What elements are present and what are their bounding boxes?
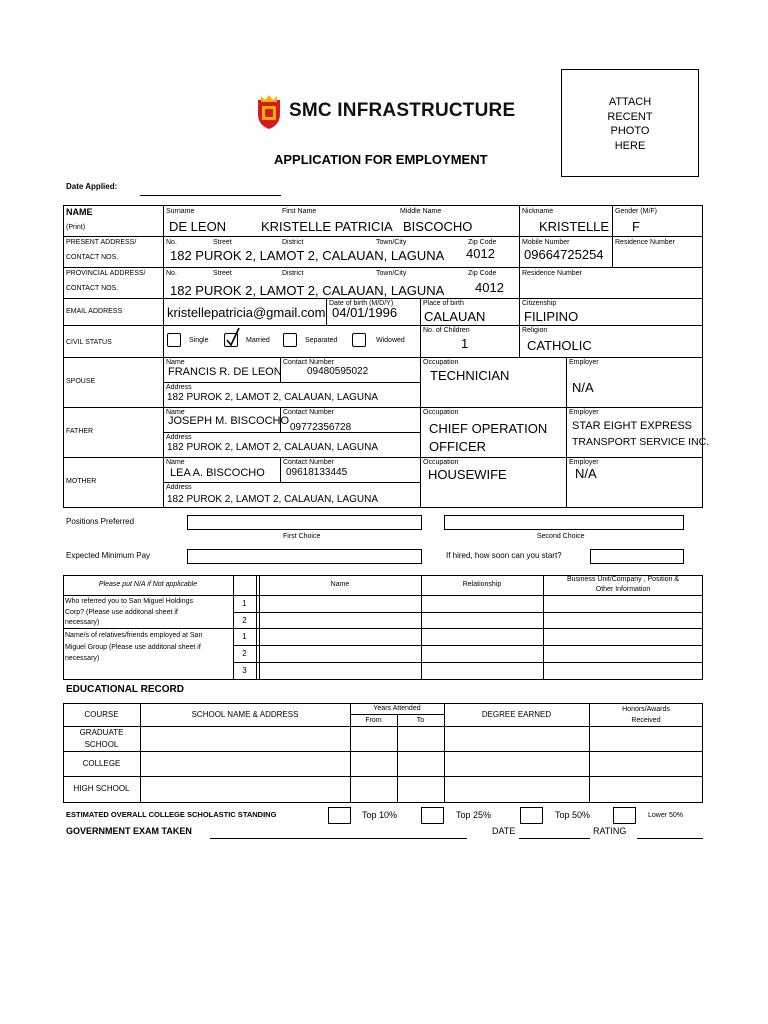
place-of-birth-field[interactable]: CALAUAN	[424, 309, 486, 324]
name-section-label: NAME	[66, 207, 93, 217]
present-address-field[interactable]: 182 PUROK 2, LAMOT 2, CALAUAN, LAGUNA	[170, 248, 445, 263]
father-employer-field-2[interactable]: TRANSPORT SERVICE INC.	[572, 436, 710, 448]
spouse-name-field[interactable]: FRANCIS R. DE LEON	[168, 366, 282, 378]
mother-occupation-field[interactable]: HOUSEWIFE	[428, 467, 507, 482]
religion-field[interactable]: CATHOLIC	[527, 338, 592, 353]
widowed-checkbox[interactable]	[352, 333, 366, 347]
separated-checkbox[interactable]	[283, 333, 297, 347]
second-choice-input[interactable]	[444, 515, 684, 530]
relatives-question: Name/s of relatives/friends employed at San Miguel Group (Please use additonal sheet if necessary)	[65, 632, 203, 662]
gov-exam-field[interactable]	[210, 838, 467, 839]
surname-field[interactable]: DE LEON	[169, 219, 227, 234]
mother-name-field[interactable]: LEA A. BISCOCHO	[170, 467, 265, 479]
dob-field[interactable]: 04/01/1996	[332, 305, 398, 320]
spouse-occupation-field[interactable]: TECHNICIAN	[430, 368, 510, 383]
expected-pay-input[interactable]	[187, 549, 422, 564]
mobile-number-field[interactable]: 09664725254	[524, 247, 604, 262]
exam-date-field[interactable]	[519, 838, 590, 839]
email-field[interactable]: kristellepatricia@gmail.com	[167, 305, 326, 320]
father-contact-field[interactable]: 09772356728	[290, 422, 352, 433]
scholastic-standing-label: ESTIMATED OVERALL COLLEGE SCHOLASTIC STANDING	[66, 810, 277, 819]
form-title: APPLICATION FOR EMPLOYMENT	[274, 152, 488, 167]
spouse-employer-field[interactable]: N/A	[572, 380, 594, 395]
single-checkbox[interactable]	[167, 333, 181, 347]
no-children-field[interactable]: 1	[461, 336, 469, 351]
mother-contact-field[interactable]: 09618133445	[286, 467, 348, 478]
photo-box-text: ATTACH RECENT PHOTO HERE	[607, 96, 653, 152]
father-employer-field-1[interactable]: STAR EIGHT EXPRESS	[572, 420, 693, 432]
spouse-address-field[interactable]: 182 PUROK 2, LAMOT 2, CALAUAN, LAGUNA	[167, 392, 379, 403]
top50-checkbox[interactable]	[520, 807, 543, 824]
first-choice-input[interactable]	[187, 515, 422, 530]
father-name-field[interactable]: JOSEPH M. BISCOCHO	[168, 415, 290, 427]
company-logo	[255, 94, 283, 130]
married-checkmark-icon	[224, 326, 242, 353]
date-applied-field[interactable]	[140, 195, 281, 196]
father-occupation-field-2[interactable]: OFFICER	[429, 439, 487, 454]
father-occupation-field-1[interactable]: CHIEF OPERATION	[429, 421, 548, 436]
mother-employer-field[interactable]: N/A	[575, 466, 597, 481]
gender-field[interactable]: F	[632, 219, 640, 234]
date-applied-label: Date Applied:	[66, 182, 118, 191]
gov-exam-label: GOVERNMENT EXAM TAKEN	[66, 826, 192, 836]
nickname-field[interactable]: KRISTELLE	[539, 219, 610, 234]
referred-by-question: Who referred you to San Miguel Holdings Corp? (Please use additonal sheet if necessary)	[65, 598, 194, 626]
first-name-field[interactable]: KRISTELLE PATRICIA	[261, 219, 393, 234]
present-zip-field[interactable]: 4012	[466, 246, 495, 261]
educational-record-heading: EDUCATIONAL RECORD	[66, 684, 184, 695]
company-name: SMC INFRASTRUCTURE	[289, 100, 516, 121]
start-date-input[interactable]	[590, 549, 684, 564]
spouse-contact-field[interactable]: 09480595022	[307, 366, 369, 377]
top25-checkbox[interactable]	[421, 807, 444, 824]
citizenship-field[interactable]: FILIPINO	[524, 309, 579, 324]
top10-checkbox[interactable]	[328, 807, 351, 824]
lower50-checkbox[interactable]	[613, 807, 636, 824]
mother-address-field[interactable]: 182 PUROK 2, LAMOT 2, CALAUAN, LAGUNA	[167, 494, 379, 505]
provincial-address-field[interactable]: 182 PUROK 2, LAMOT 2, CALAUAN, LAGUNA	[170, 283, 445, 298]
middle-name-field[interactable]: BISCOCHO	[403, 219, 473, 234]
provincial-zip-field[interactable]: 4012	[475, 280, 504, 295]
exam-rating-field[interactable]	[637, 838, 703, 839]
father-address-field[interactable]: 182 PUROK 2, LAMOT 2, CALAUAN, LAGUNA	[167, 442, 379, 453]
